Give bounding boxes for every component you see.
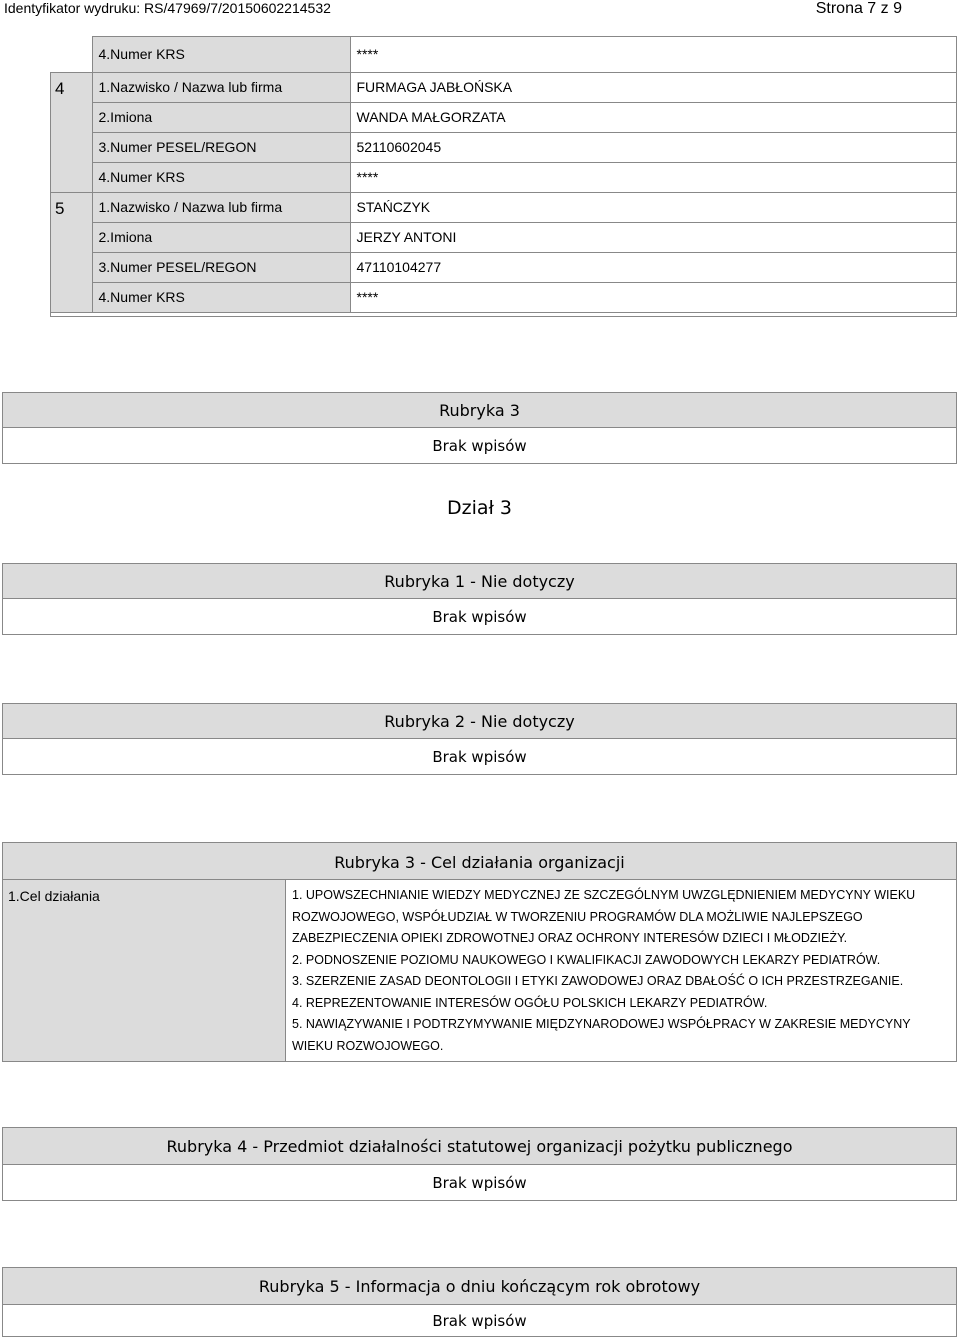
table-row <box>51 222 957 252</box>
field-value: STAŃCZYK <box>350 192 957 222</box>
goal-line: WIEKU ROZWOJOWEGO. <box>292 1038 444 1053</box>
table-row <box>51 72 957 102</box>
section-rubryka-5 <box>2 1267 957 1337</box>
goal-line: ZABEZPIECZENIA OPIEKI ZDROWOTNEJ ORAZ OCHRONY INTERESÓW DZIECI I MŁODZIEŻY. <box>292 931 848 945</box>
field-label: 4.Numer KRS <box>92 37 350 73</box>
no-entries: Brak wpisów <box>2 1305 957 1337</box>
no-entries: Brak wpisów <box>2 739 957 775</box>
field-label: 1.Nazwisko / Nazwa lub firma <box>92 72 350 102</box>
section-rubryka-1 <box>2 563 957 635</box>
field-value: **** <box>350 282 957 312</box>
print-identifier: Identyfikator wydruku: RS/47969/7/20150602214532 <box>4 0 331 16</box>
field-value: **** <box>350 37 957 73</box>
field-label: 4.Numer KRS <box>92 282 350 312</box>
no-entries: Brak wpisów <box>2 1165 957 1201</box>
goal-line: 2. PODNOSZENIE POZIOMU NAUKOWEGO I KWALIFIKACJI ZAWODOWYCH LEKARZY PEDIATRÓW. <box>292 952 881 967</box>
section-rubryka-3-cel <box>2 842 957 1062</box>
section-rubryka-3 <box>2 392 957 464</box>
goal-text <box>286 880 956 1061</box>
table-row <box>51 37 957 73</box>
table-row <box>51 162 957 192</box>
field-value: **** <box>350 162 957 192</box>
section-title: Rubryka 4 - Przedmiot działalności statutowej organizacji pożytku publicznego <box>2 1127 957 1165</box>
field-value: FURMAGA JABŁOŃSKA <box>350 72 957 102</box>
field-label: 4.Numer KRS <box>92 162 350 192</box>
section-title: Rubryka 1 - Nie dotyczy <box>2 563 957 599</box>
section-title: Rubryka 3 - Cel działania organizacji <box>2 842 957 880</box>
field-label: 1.Cel działania <box>3 880 286 1061</box>
section-title: Rubryka 3 <box>2 392 957 428</box>
goal-line: 1. UPOWSZECHNIANIE WIEDZY MEDYCZNEJ ZE SZCZEGÓLNYM UWZGLĘDNIENIEM MEDYCYNY WIEKU <box>292 888 916 902</box>
division-title: Dział 3 <box>446 497 513 519</box>
persons-table <box>50 36 957 313</box>
field-label: 1.Nazwisko / Nazwa lub firma <box>92 192 350 222</box>
goal-line: 4. REPREZENTOWANIE INTERESÓW OGÓŁU POLSKICH LEKARZY PEDIATRÓW. <box>292 995 768 1010</box>
entry-number: 5 <box>51 192 93 312</box>
page-number: Strona 7 z 9 <box>815 0 902 17</box>
field-value: 47110104277 <box>350 252 957 282</box>
section-title: Rubryka 5 - Informacja o dniu kończącym rok obrotowy <box>2 1267 957 1305</box>
no-entries: Brak wpisów <box>2 599 957 635</box>
goal-line: 3. SZERZENIE ZASAD DEONTOLOGII I ETYKI ZAWODOWEJ ORAZ DBAŁOŚĆ O ICH PRZESTRZEGANIE. <box>292 974 904 988</box>
table-row <box>51 282 957 312</box>
entry-number: 4 <box>51 72 93 192</box>
section-title: Rubryka 2 - Nie dotyczy <box>2 703 957 739</box>
field-value: JERZY ANTONI <box>350 222 957 252</box>
table-bottom-edge <box>50 313 957 317</box>
no-entries: Brak wpisów <box>2 428 957 464</box>
field-value: 52110602045 <box>350 132 957 162</box>
field-label: 3.Numer PESEL/REGON <box>92 252 350 282</box>
goal-row <box>2 880 957 1062</box>
field-label: 2.Imiona <box>92 222 350 252</box>
table-row <box>51 132 957 162</box>
section-rubryka-4 <box>2 1127 957 1201</box>
table-row <box>51 192 957 222</box>
table-row <box>51 252 957 282</box>
table-row <box>51 102 957 132</box>
goal-line: ROZWOJOWEGO, WSPÓŁUDZIAŁ W TWORZENIU PROGRAMÓW DLA MOŻLIWIE NAJLEPSZEGO <box>292 909 863 924</box>
goal-line: 5. NAWIĄZYWANIE I PODTRZYMYWANIE MIĘDZYNARODOWEJ WSPÓŁPRACY W ZAKRESIE MEDYCYNY <box>292 1017 911 1031</box>
field-label: 2.Imiona <box>92 102 350 132</box>
section-rubryka-2 <box>2 703 957 775</box>
field-label: 3.Numer PESEL/REGON <box>92 132 350 162</box>
field-value: WANDA MAŁGORZATA <box>350 102 957 132</box>
